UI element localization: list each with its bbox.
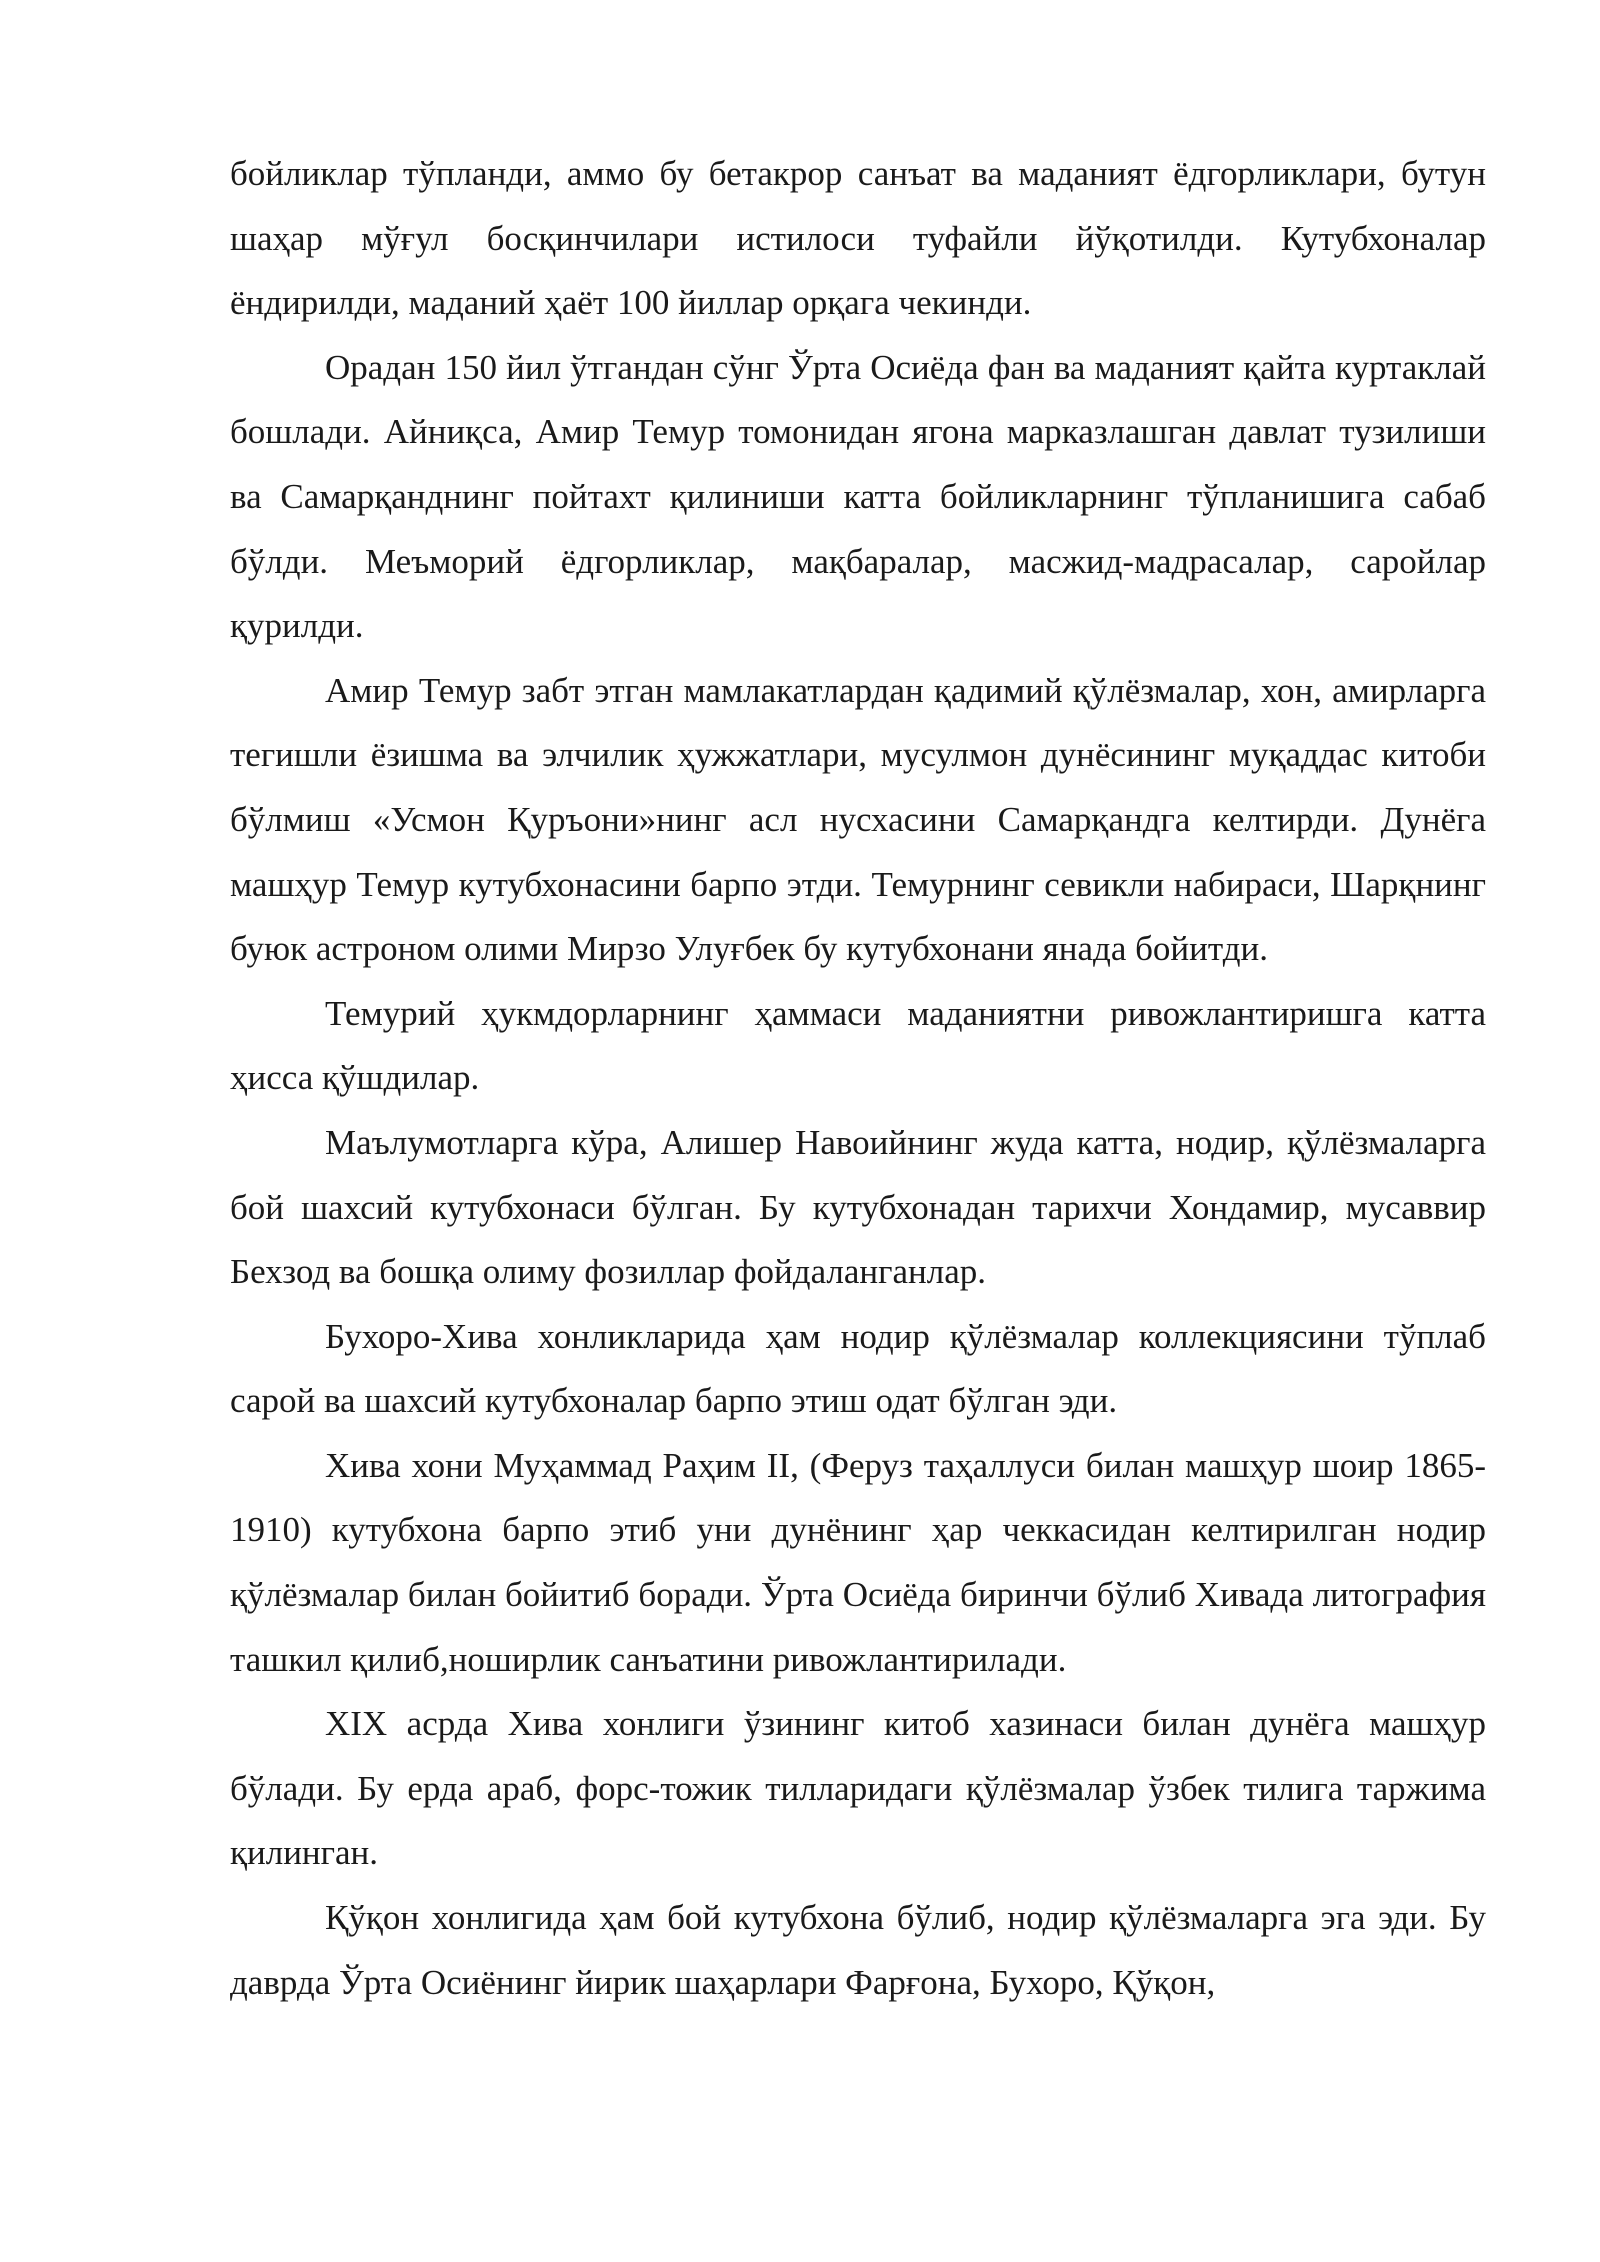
document-body bbox=[230, 142, 1486, 2015]
paragraph-2: Орадан 150 йил ўтгандан сўнг Ўрта Осиёда фан ва маданият қайта куртаклай бошлади. Айниқса, Амир Темур томонидан ягона марказлашган давлат тузилиши ва Самарқанднинг пойтахт қилиниши катта бойликларнинг тўпланишига сабаб бўлди. Меъморий ёдгорликлар, мақбаралар, масжид-мадрасалар, саройлар қурилди. bbox=[230, 347, 1486, 646]
paragraph-3: Амир Темур забт этган мамлакатлардан қадимий қўлёзмалар, хон, амирларга тегишли ёзишма ва элчилик ҳужжатлари, мусулмон дунёсининг муқаддас китоби бўлмиш «Усмон Қуръони»нинг асл нусхасини Самарқандга келтирди. Дунёга машҳур Темур кутубхонасини барпо этди. Темурнинг севикли набираси, Шарқнинг буюк астроном олими Мирзо Улуғбек бу кутубхонани янада бойитди. bbox=[230, 670, 1486, 969]
paragraph-6: Бухоро-Хива хонликларида ҳам нодир қўлёзмалар коллекциясини тўплаб сарой ва шахсий кутубхоналар барпо этиш одат бўлган эди. bbox=[230, 1316, 1486, 1421]
paragraph-4: Темурий ҳукмдорларнинг ҳаммаси маданиятни ривожлантиришга катта ҳисса қўшдилар. bbox=[230, 993, 1486, 1098]
paragraph-7: Хива хони Муҳаммад Раҳим II, (Феруз таҳаллуси билан машҳур шоир 1865-1910) кутубхона барпо этиб уни дунёнинг ҳар чеккасидан келтирилган нодир қўлёзмалар билан бойитиб боради. Ўрта Осиёда биринчи бўлиб Хивада литография ташкил қилиб,ноширлик санъатини ривожлантирилади. bbox=[230, 1445, 1486, 1679]
paragraph-5: Маълумотларга кўра, Алишер Навоийнинг жуда катта, нодир, қўлёзмаларга бой шахсий кутубхонаси бўлган. Бу кутубхонадан тарихчи Хондамир, мусаввир Бехзод ва бошқа олиму фозиллар фойдаланганлар. bbox=[230, 1122, 1486, 1292]
paragraph-9: Қўқон хонлигида ҳам бой кутубхона бўлиб, нодир қўлёзмаларга эга эди. Бу даврда Ўрта Осиёнинг йирик шаҳарлари Фарғона, Бухоро, Қўқон, bbox=[230, 1898, 1486, 2002]
paragraph-8: XIX асрда Хива хонлиги ўзининг китоб хазинаси билан дунёга машҳур бўлади. Бу ерда араб, форс-тожик тилларидаги қўлёзмалар ўзбек тилига таржима қилинган. bbox=[230, 1704, 1486, 1873]
paragraph-1: бойликлар тўпланди, аммо бу бетакрор санъат ва маданият ёдгорликлари, бутун шаҳар мўғул босқинчилари истилоси туфайли йўқотилди. Кутубхоналар ёндирилди, маданий ҳаёт 100 йиллар орқага чекинди. bbox=[230, 154, 1486, 323]
